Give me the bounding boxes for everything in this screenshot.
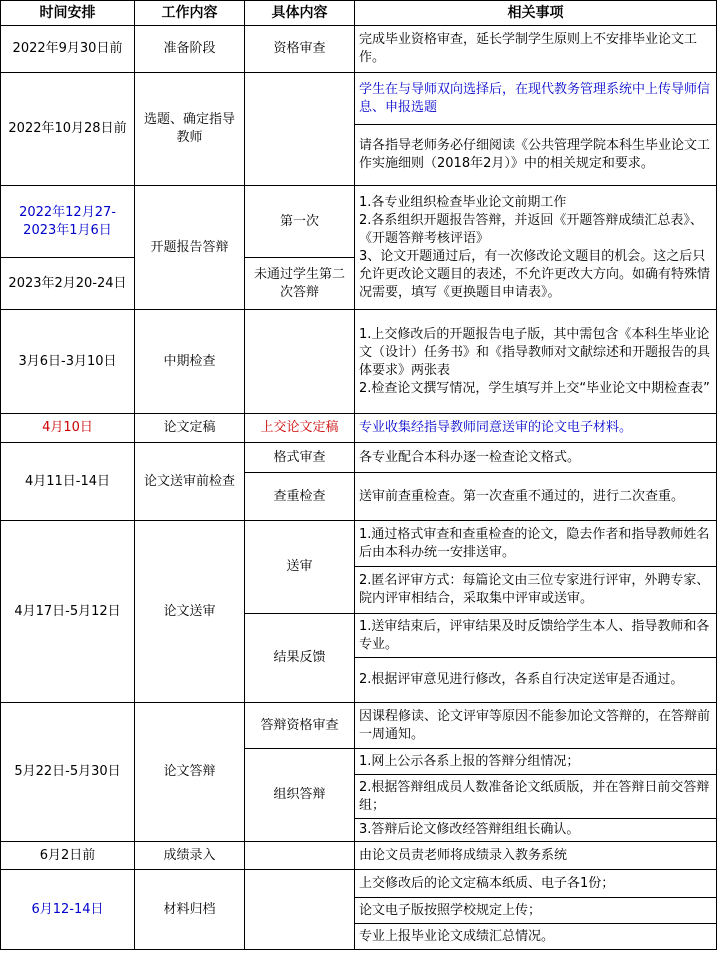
work-cell: 论文定稿 (135, 414, 245, 443)
detail-cell: 上交论文定稿 (245, 414, 355, 443)
table-row (1, 870, 717, 898)
note-line: 3、论文开题通过后，有一次修改论文题目的机会。这之后只允许更改论文题目的表述，不允许更改大方向。如确有特殊情况需要，填写《更换题目申请表》。 (359, 248, 711, 300)
table-row (1, 703, 717, 749)
time-cell: 4月11日-14日 (1, 443, 135, 521)
note-cell: 2.根据答辩组成员人数准备论文纸质版，并在答辩日前交答辩组； (355, 775, 717, 819)
work-cell: 中期检查 (135, 310, 245, 414)
table-row (1, 443, 717, 473)
detail-cell: 结果反馈 (245, 614, 355, 703)
note-cell: 专业收集经指导教师同意送审的论文电子材料。 (355, 414, 717, 443)
table-row (1, 521, 717, 567)
table-row (1, 73, 717, 125)
work-cell: 选题、确定指导教师 (135, 73, 245, 186)
note-cell: 请各指导老师务必仔细阅读《公共管理学院本科生毕业论文工作实施细则（2018年2月）》中的相关规定和要求。 (355, 125, 717, 186)
note-line: 1.各专业组织检查毕业论文前期工作 (359, 194, 567, 210)
time-cell: 3月6日-3月10日 (1, 310, 135, 414)
work-cell: 论文送审 (135, 521, 245, 703)
detail-cell-empty (245, 310, 355, 414)
detail-cell: 第一次 (245, 186, 355, 258)
detail-cell-empty (245, 870, 355, 950)
table-row (1, 186, 717, 258)
detail-cell: 答辩资格审查 (245, 703, 355, 749)
detail-cell: 送审 (245, 521, 355, 614)
note-cell: 专业上报毕业论文成绩汇总情况。 (355, 924, 717, 950)
note-cell: 各专业配合本科办逐一检查论文格式。 (355, 443, 717, 473)
note-line: 2.各系组织开题报告答辩，并返回《开题答辩成绩汇总表》、《开题答辩考核评语》 (359, 212, 703, 246)
note-cell: 1.通过格式审查和查重检查的论文，隐去作者和指导教师姓名后由本科办统一安排送审。 (355, 521, 717, 567)
note-cell (355, 310, 717, 414)
work-cell: 材料归档 (135, 870, 245, 950)
work-cell: 准备阶段 (135, 26, 245, 73)
note-cell: 2.匿名评审方式：每篇论文由三位专家进行评审，外聘专家、院内评审相结合，采取集中评审或送审。 (355, 567, 717, 614)
work-cell: 论文答辩 (135, 703, 245, 842)
table-row (1, 842, 717, 870)
note-cell: 1.网上公示各系上报的答辩分组情况； (355, 749, 717, 775)
detail-cell: 格式审查 (245, 443, 355, 473)
table-row (1, 310, 717, 414)
header-detail: 具体内容 (245, 1, 355, 26)
detail-cell-empty (245, 73, 355, 186)
header-note: 相关事项 (355, 1, 717, 26)
work-cell: 论文送审前检查 (135, 443, 245, 521)
time-cell: 4月17日-5月12日 (1, 521, 135, 703)
note-cell (355, 186, 717, 310)
table-row (1, 414, 717, 443)
note-cell: 送审前查重检查。第一次查重不通过的，进行二次查重。 (355, 473, 717, 521)
detail-cell: 未通过学生第二次答辩 (245, 258, 355, 310)
note-line: 1.上交修改后的开题报告电子版，其中需包含《本科生毕业论文（设计）任务书》和《指导教师对文献综述和开题报告的具体要求》两张表 (359, 326, 711, 378)
header-row (1, 1, 717, 26)
detail-cell: 资格审查 (245, 26, 355, 73)
note-cell: 因课程修读、论文评审等原因不能参加论文答辩的，在答辩前一周通知。 (355, 703, 717, 749)
detail-cell: 组织答辩 (245, 749, 355, 842)
note-cell: 3.答辩后论文修改经答辩组组长确认。 (355, 819, 717, 842)
header-work: 工作内容 (135, 1, 245, 26)
time-cell: 2022年9月30日前 (1, 26, 135, 73)
note-line: 2.检查论文撰写情况，学生填写并上交“毕业论文中期检查表” (359, 380, 710, 396)
detail-cell: 查重检查 (245, 473, 355, 521)
note-cell: 完成毕业资格审查，延长学制学生原则上不安排毕业论文工作。 (355, 26, 717, 73)
note-cell: 学生在与导师双向选择后，在现代教务管理系统中上传导师信息、申报选题 (355, 73, 717, 125)
header-time: 时间安排 (1, 1, 135, 26)
note-cell: 1.送审结束后，评审结果及时反馈给学生本人、指导教师和各专业。 (355, 614, 717, 658)
time-cell: 6月2日前 (1, 842, 135, 870)
time-cell: 4月10日 (1, 414, 135, 443)
time-cell: 6月12-14日 (1, 870, 135, 950)
work-cell: 成绩录入 (135, 842, 245, 870)
time-cell: 2023年2月20-24日 (1, 258, 135, 310)
note-cell: 论文电子版按照学校规定上传； (355, 898, 717, 924)
time-cell: 5月22日-5月30日 (1, 703, 135, 842)
note-cell: 2.根据评审意见进行修改，各系自行决定送审是否通过。 (355, 658, 717, 703)
note-cell: 由论文员责老师将成绩录入教务系统 (355, 842, 717, 870)
time-cell: 2022年12月27-2023年1月6日 (1, 186, 135, 258)
note-cell: 上交修改后的论文定稿本纸质、电子各1份； (355, 870, 717, 898)
work-cell: 开题报告答辩 (135, 186, 245, 310)
detail-cell-empty (245, 842, 355, 870)
table-row (1, 26, 717, 73)
time-cell: 2022年10月28日前 (1, 73, 135, 186)
